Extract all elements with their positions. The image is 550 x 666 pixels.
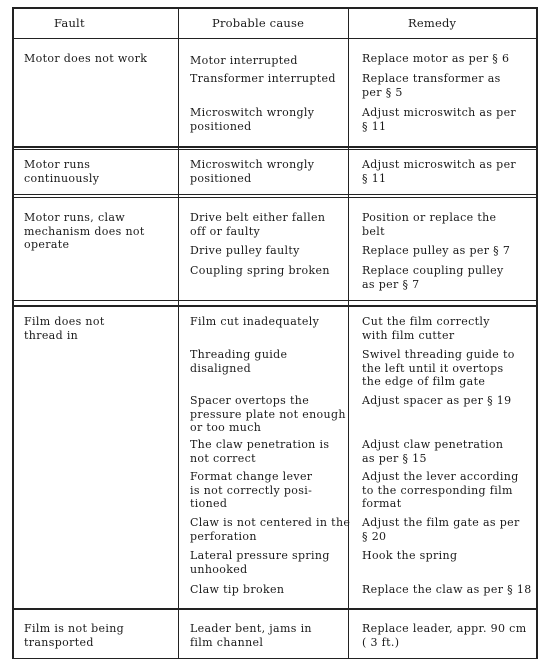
- cause-cell: Coupling spring broken: [190, 264, 330, 277]
- remedy-cell: Position or replace the belt: [362, 211, 497, 238]
- table-top-border: [12, 7, 538, 9]
- cause-cell: Microswitch wrongly positioned: [190, 158, 315, 185]
- cause-cell: Claw tip broken: [190, 583, 285, 596]
- remedy-cell: Adjust spacer as per § 19: [362, 394, 512, 407]
- cause-cell: Motor interrupted: [190, 54, 298, 67]
- row-divider: [12, 300, 538, 301]
- cause-cell: Spacer overtops the pressure plate not enough or too much: [190, 394, 346, 434]
- row-divider: [12, 197, 538, 198]
- remedy-cell: Replace motor as per § 6: [362, 52, 510, 65]
- remedy-cell: Adjust microswitch as per § 11: [362, 106, 517, 133]
- column-rule: [12, 7, 13, 659]
- remedy-cell: Replace pulley as per § 7: [362, 244, 511, 257]
- fault-cell: Motor runs, claw mechanism does not operate: [24, 211, 145, 251]
- cause-cell: Drive pulley faulty: [190, 244, 300, 257]
- remedy-cell: Replace leader, appr. 90 cm ( 3 ft.): [362, 622, 527, 649]
- header-divider: [12, 38, 538, 39]
- table-bottom-border: [12, 658, 538, 659]
- cause-cell: Claw is not centered in the perforation: [190, 516, 351, 543]
- cause-cell: Film cut inadequately: [190, 315, 320, 328]
- row-divider: [12, 194, 538, 195]
- remedy-cell: Adjust the lever according to the corresponding film format: [362, 470, 519, 510]
- header-probable-cause: Probable cause: [212, 16, 305, 30]
- remedy-cell: Adjust claw penetration as per § 15: [362, 438, 504, 465]
- header-remedy: Remedy: [408, 16, 457, 30]
- cause-cell: Drive belt either fallen off or faulty: [190, 211, 326, 238]
- row-divider: [12, 149, 538, 150]
- column-rule: [178, 7, 179, 659]
- remedy-cell: Cut the film correctly with film cutter: [362, 315, 490, 342]
- cause-cell: Lateral pressure spring unhooked: [190, 549, 330, 576]
- remedy-cell: Replace coupling pulley as per § 7: [362, 264, 504, 291]
- remedy-cell: Adjust microswitch as per § 11: [362, 158, 517, 185]
- fault-cell: Motor runs continuously: [24, 158, 100, 185]
- remedy-cell: Adjust the film gate as per § 20: [362, 516, 520, 543]
- fault-cell: Film does not thread in: [24, 315, 105, 342]
- cause-cell: Transformer interrupted: [190, 72, 336, 85]
- row-divider: [12, 146, 538, 148]
- remedy-cell: Swivel threading guide to the left until it overtops the edge of film gate: [362, 348, 515, 388]
- fault-cell: Film is not being transported: [24, 622, 125, 649]
- cause-cell: Format change lever is not correctly posi- tioned: [190, 470, 313, 510]
- cause-cell: Threading guide disaligned: [190, 348, 288, 375]
- header-fault: Fault: [54, 16, 85, 30]
- cause-cell: Microswitch wrongly positioned: [190, 106, 315, 133]
- remedy-cell: Hook the spring: [362, 549, 458, 562]
- row-divider: [12, 608, 538, 610]
- remedy-cell: Replace the claw as per § 18: [362, 583, 532, 596]
- row-divider: [12, 305, 538, 307]
- fault-cell: Motor does not work: [24, 52, 148, 65]
- cause-cell: Leader bent, jams in film channel: [190, 622, 312, 649]
- column-rule: [537, 7, 538, 659]
- remedy-cell: Replace transformer as per § 5: [362, 72, 501, 99]
- cause-cell: The claw penetration is not correct: [190, 438, 330, 465]
